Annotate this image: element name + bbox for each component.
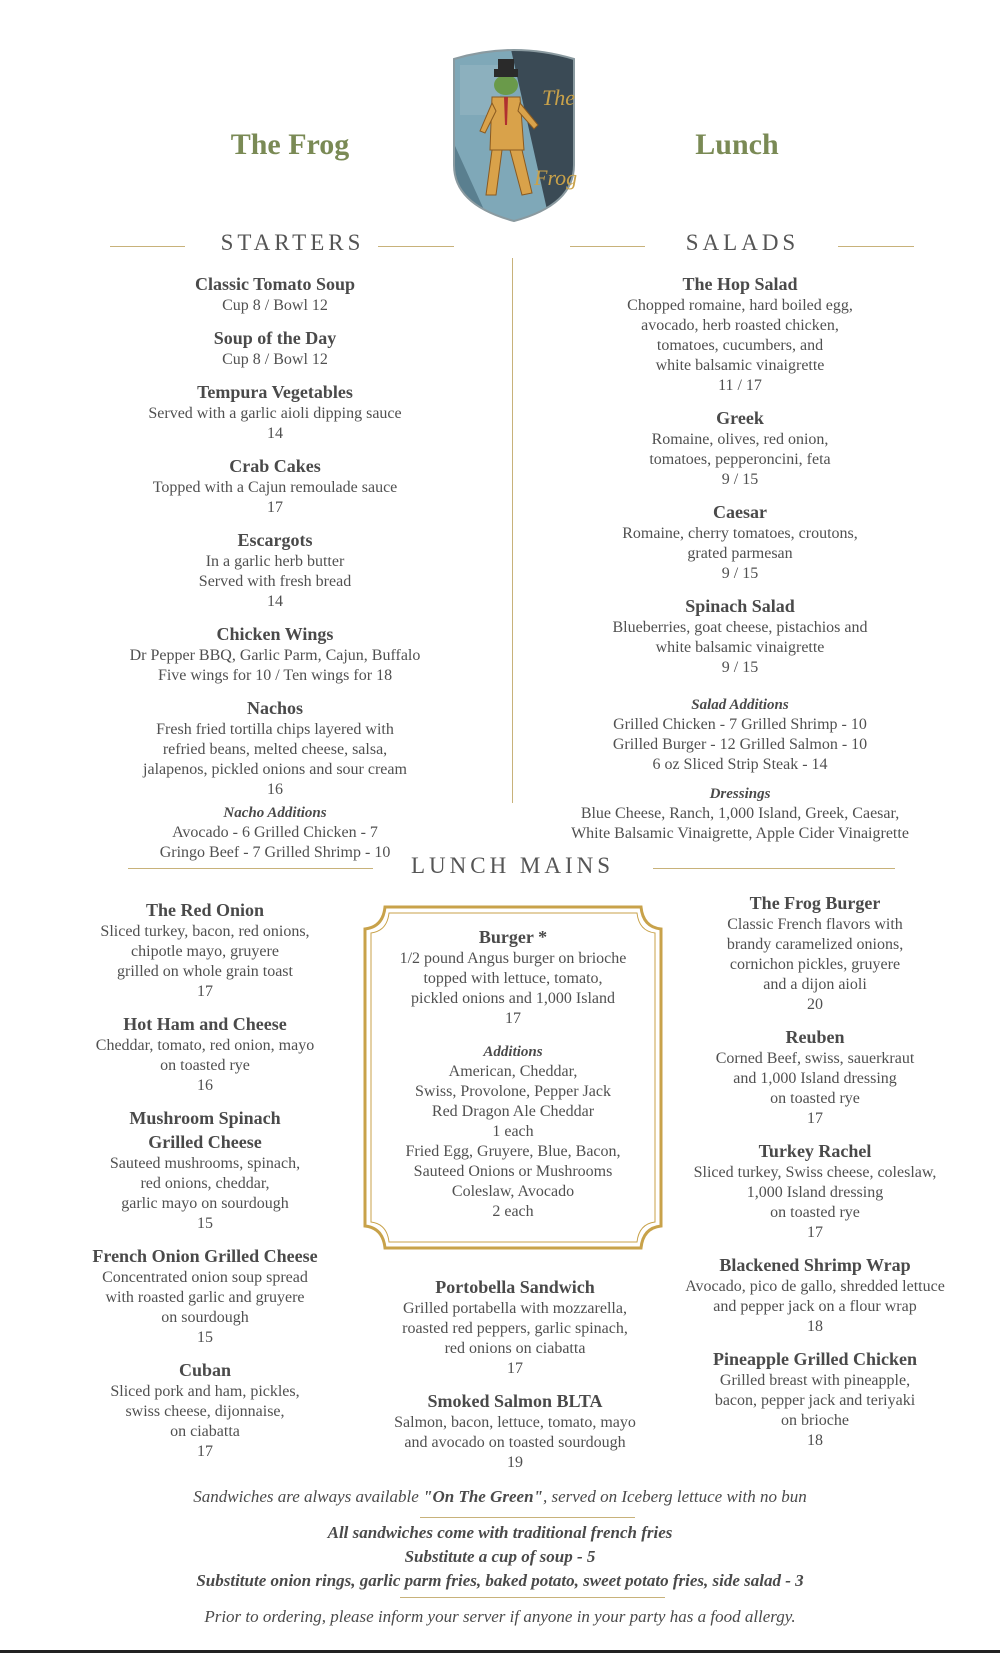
item-line: brandy caramelized onions, xyxy=(726,936,904,953)
salads-heading: SALADS xyxy=(685,230,800,255)
item-line: Grilled portabella with mozzarella, xyxy=(403,1300,627,1317)
item-price: 15 xyxy=(197,1215,213,1232)
item-name: Tempura Vegetables xyxy=(197,382,353,402)
item-name: Smoked Salmon BLTA xyxy=(427,1391,603,1411)
item-line: Avocado, pico de gallo, shredded lettuce xyxy=(685,1278,945,1295)
starters-column xyxy=(90,272,460,873)
salads-rule-right xyxy=(838,246,914,247)
item-line: Concentrated onion soup spread xyxy=(102,1269,308,1286)
item-price: 18 xyxy=(807,1432,823,1449)
restaurant-name: The Frog xyxy=(230,128,350,161)
item-line: and a dijon aioli xyxy=(763,976,867,993)
item-line: Served with fresh bread xyxy=(198,573,352,590)
item-line: Coleslaw, Avocado xyxy=(451,1183,575,1200)
item-name: Classic Tomato Soup xyxy=(194,274,356,294)
item-name: Soup of the Day xyxy=(213,328,337,348)
item-line: jalapenos, pickled onions and sour cream xyxy=(143,761,407,778)
item-line: on toasted rye xyxy=(160,1057,250,1074)
item-line: on brioche xyxy=(781,1412,849,1429)
item-line: and pepper jack on a flour wrap xyxy=(713,1298,917,1315)
item-price: 17 xyxy=(197,1443,213,1460)
soup-note: Substitute a cup of soup - 5 xyxy=(404,1547,596,1566)
item-line: White Balsamic Vinaigrette, Apple Cider Vinaigrette xyxy=(571,825,909,842)
item-line: cornichon pickles, gruyere xyxy=(729,956,901,973)
mains-heading: LUNCH MAINS xyxy=(410,853,615,878)
item-line: and 1,000 Island dressing xyxy=(733,1070,897,1087)
item-line: Served with a garlic aioli dipping sauce xyxy=(148,405,402,422)
main-item xyxy=(360,1389,670,1473)
item-price: 16 xyxy=(197,1077,213,1094)
starter-item xyxy=(90,272,460,316)
salad-additions-title: Salad Additions xyxy=(691,697,789,713)
item-line: Fresh fried tortilla chips layered with xyxy=(156,721,394,738)
item-line: Grilled breast with pineapple, xyxy=(719,1372,911,1389)
item-name: Nachos xyxy=(246,698,303,718)
item-line: grated parmesan xyxy=(687,545,793,562)
item-line: on sourdough xyxy=(161,1309,249,1326)
main-item xyxy=(65,898,345,1002)
item-line: Salmon, bacon, lettuce, tomato, mayo xyxy=(394,1414,636,1431)
bottom-border xyxy=(0,1650,1000,1653)
item-name: Turkey Rachel xyxy=(758,1141,872,1161)
item-price: 14 xyxy=(267,425,283,442)
item-price: 9 / 15 xyxy=(721,471,759,488)
item-name: Hot Ham and Cheese xyxy=(123,1014,287,1034)
main-item xyxy=(660,1139,970,1243)
mains-right-column xyxy=(660,891,970,1461)
green-post: , served on Iceberg lettuce with no bun xyxy=(542,1487,807,1506)
item-price: 17 xyxy=(807,1224,823,1241)
item-line: Classic French flavors with xyxy=(727,916,903,933)
item-name: Burger * xyxy=(478,927,548,947)
nacho-additions-title: Nacho Additions xyxy=(223,805,327,821)
footer-rule-top xyxy=(420,1517,635,1518)
starter-item xyxy=(90,622,460,686)
starter-item xyxy=(90,696,460,800)
green-name: "On The Green" xyxy=(423,1487,543,1506)
salads-rule-left xyxy=(570,246,645,247)
item-line: tomatoes, cucumbers, and xyxy=(656,337,824,354)
item-line: Blue Cheese, Ranch, 1,000 Island, Greek, Caesar, xyxy=(580,805,900,822)
item-name: The Hop Salad xyxy=(682,274,798,294)
main-item xyxy=(660,1253,970,1337)
item-price: 16 xyxy=(267,781,283,798)
main-item xyxy=(65,1106,345,1234)
item-line: swiss cheese, dijonnaise, xyxy=(125,1403,285,1420)
item-price: 11 / 17 xyxy=(718,377,762,394)
item-line: Sliced turkey, Swiss cheese, coleslaw, xyxy=(693,1164,937,1181)
item-name: French Onion Grilled Cheese xyxy=(92,1246,318,1266)
item-name: Greek xyxy=(716,408,764,428)
column-divider xyxy=(512,258,513,803)
salad-item xyxy=(530,594,950,678)
item-name: Mushroom Spinach Grilled Cheese xyxy=(129,1108,281,1152)
main-item xyxy=(660,1025,970,1129)
item-price: 19 xyxy=(507,1454,523,1471)
dressings-title: Dressings xyxy=(709,786,771,802)
item-price: 9 / 15 xyxy=(721,565,759,582)
allergy-note: Prior to ordering, please inform your server if anyone in your party has a food allergy. xyxy=(204,1607,796,1626)
item-line: 1/2 pound Angus burger on brioche xyxy=(399,950,627,967)
item-line: bacon, pepper jack and teriyaki xyxy=(714,1392,916,1409)
item-name: The Frog Burger xyxy=(749,893,881,913)
item-line: Gringo Beef - 7 Grilled Shrimp - 10 xyxy=(159,844,391,861)
starters-rule-left xyxy=(110,246,185,247)
mains-left-column xyxy=(65,898,345,1472)
item-line: 1,000 Island dressing xyxy=(746,1184,884,1201)
burger-frame xyxy=(363,905,663,1250)
item-name: Reuben xyxy=(785,1027,845,1047)
salad-item xyxy=(530,406,950,490)
dressings xyxy=(530,785,950,844)
svg-text:Frog: Frog xyxy=(534,165,578,190)
item-line: Dr Pepper BBQ, Garlic Parm, Cajun, Buffalo xyxy=(129,647,421,664)
item-name: Cuban xyxy=(178,1360,232,1380)
item-line: Fried Egg, Gruyere, Blue, Bacon, xyxy=(405,1143,621,1160)
item-line: In a garlic herb butter xyxy=(205,553,345,570)
fries-note: All sandwiches come with traditional french fries xyxy=(327,1523,673,1542)
item-name: The Red Onion xyxy=(145,900,265,920)
burger-additions xyxy=(373,1043,653,1222)
starter-item xyxy=(90,454,460,518)
item-line: Chopped romaine, hard boiled egg, xyxy=(627,297,853,314)
item-price: 17 xyxy=(505,1010,521,1027)
item-line: Blueberries, goat cheese, pistachios and xyxy=(612,619,868,636)
item-line: Swiss, Provolone, Pepper Jack xyxy=(415,1083,611,1100)
item-line: Five wings for 10 / Ten wings for 18 xyxy=(157,667,393,684)
item-price: 18 xyxy=(807,1318,823,1335)
item-line: on toasted rye xyxy=(770,1090,860,1107)
starter-item xyxy=(90,326,460,370)
item-line: topped with lettuce, tomato, xyxy=(423,970,603,987)
main-item xyxy=(65,1012,345,1096)
item-name: Portobella Sandwich xyxy=(435,1277,595,1297)
item-price: 9 / 15 xyxy=(721,659,759,676)
item-line: avocado, herb roasted chicken, xyxy=(641,317,839,334)
item-price: 17 xyxy=(807,1110,823,1127)
item-line: garlic mayo on sourdough xyxy=(121,1195,289,1212)
item-line: Sauteed Onions or Mushrooms xyxy=(413,1163,613,1180)
item-line: Grilled Burger - 12 Grilled Salmon - 10 xyxy=(612,736,868,753)
item-line: on toasted rye xyxy=(770,1204,860,1221)
starters-rule-right xyxy=(378,246,454,247)
starters-heading: STARTERS xyxy=(220,230,365,255)
item-line: Cup 8 / Bowl 12 xyxy=(222,297,328,314)
item-line: Topped with a Cajun remoulade sauce xyxy=(152,479,398,496)
item-line: American, Cheddar, xyxy=(448,1063,578,1080)
salad-item xyxy=(530,500,950,584)
mains-center-column xyxy=(360,1275,670,1483)
item-line: Avocado - 6 Grilled Chicken - 7 xyxy=(172,824,378,841)
salad-item xyxy=(530,272,950,396)
item-line: roasted red peppers, garlic spinach, xyxy=(402,1320,628,1337)
item-line: Cup 8 / Bowl 12 xyxy=(222,351,328,368)
menu-name: Lunch xyxy=(695,128,779,161)
starter-item xyxy=(90,528,460,612)
burger-additions-title: Additions xyxy=(483,1044,543,1060)
on-the-green-note xyxy=(0,1485,1000,1509)
item-price: 17 xyxy=(267,499,283,516)
main-item xyxy=(360,1275,670,1379)
item-line: Sauteed mushrooms, spinach, xyxy=(109,1155,301,1172)
item-line: Grilled Chicken - 7 Grilled Shrimp - 10 xyxy=(613,716,867,733)
item-name: Escargots xyxy=(237,530,313,550)
item-name: Crab Cakes xyxy=(229,456,321,476)
mains-rule-left xyxy=(128,868,373,869)
mains-rule-right xyxy=(653,868,895,869)
svg-text:The: The xyxy=(542,85,575,110)
main-item xyxy=(65,1358,345,1462)
item-line: Romaine, olives, red onion, xyxy=(651,431,829,448)
item-line: Cheddar, tomato, red onion, mayo xyxy=(95,1037,315,1054)
item-name: Spinach Salad xyxy=(685,596,795,616)
item-line: on ciabatta xyxy=(170,1423,240,1440)
item-name: Blackened Shrimp Wrap xyxy=(719,1255,911,1275)
main-item xyxy=(65,1244,345,1348)
item-name: Chicken Wings xyxy=(216,624,334,644)
item-price: 2 each xyxy=(492,1203,534,1220)
frog-logo xyxy=(450,45,578,223)
item-line: Corned Beef, swiss, sauerkraut xyxy=(715,1050,915,1067)
item-line: Romaine, cherry tomatoes, croutons, xyxy=(622,525,858,542)
item-line: Sliced pork and ham, pickles, xyxy=(110,1383,300,1400)
item-line: red onions on ciabatta xyxy=(444,1340,586,1357)
item-line: and avocado on toasted sourdough xyxy=(404,1434,626,1451)
item-name: Pineapple Grilled Chicken xyxy=(712,1349,917,1369)
green-pre: Sandwiches are always available xyxy=(193,1487,424,1506)
item-price: 14 xyxy=(267,593,283,610)
item-price: 20 xyxy=(807,996,823,1013)
item-line: white balsamic vinaigrette xyxy=(655,357,825,374)
item-line: pickled onions and 1,000 Island xyxy=(411,990,615,1007)
starter-item xyxy=(90,380,460,444)
item-price: 15 xyxy=(197,1329,213,1346)
burger-item xyxy=(373,925,653,1029)
item-price: 17 xyxy=(197,983,213,1000)
item-line: 6 oz Sliced Strip Steak - 14 xyxy=(652,756,828,773)
main-item xyxy=(660,891,970,1015)
item-line: grilled on whole grain toast xyxy=(117,963,293,980)
item-line: white balsamic vinaigrette xyxy=(655,639,825,656)
salad-additions xyxy=(530,696,950,775)
salads-column xyxy=(530,272,950,854)
sides-note: Substitute onion rings, garlic parm fries, baked potato, sweet potato fries, side salad - 3 xyxy=(196,1571,804,1590)
item-line: Red Dragon Ale Cheddar xyxy=(431,1103,595,1120)
item-line: red onions, cheddar, xyxy=(140,1175,270,1192)
item-line: Sliced turkey, bacon, red onions, xyxy=(100,923,310,940)
item-price: 1 each xyxy=(492,1123,534,1140)
item-line: refried beans, melted cheese, salsa, xyxy=(162,741,388,758)
main-item xyxy=(660,1347,970,1451)
item-line: tomatoes, pepperoncini, feta xyxy=(649,451,831,468)
footer-rule-bottom xyxy=(400,1597,665,1598)
item-line: with roasted garlic and gruyere xyxy=(105,1289,305,1306)
item-line: chipotle mayo, gruyere xyxy=(131,943,279,960)
item-price: 17 xyxy=(507,1360,523,1377)
item-name: Caesar xyxy=(713,502,767,522)
